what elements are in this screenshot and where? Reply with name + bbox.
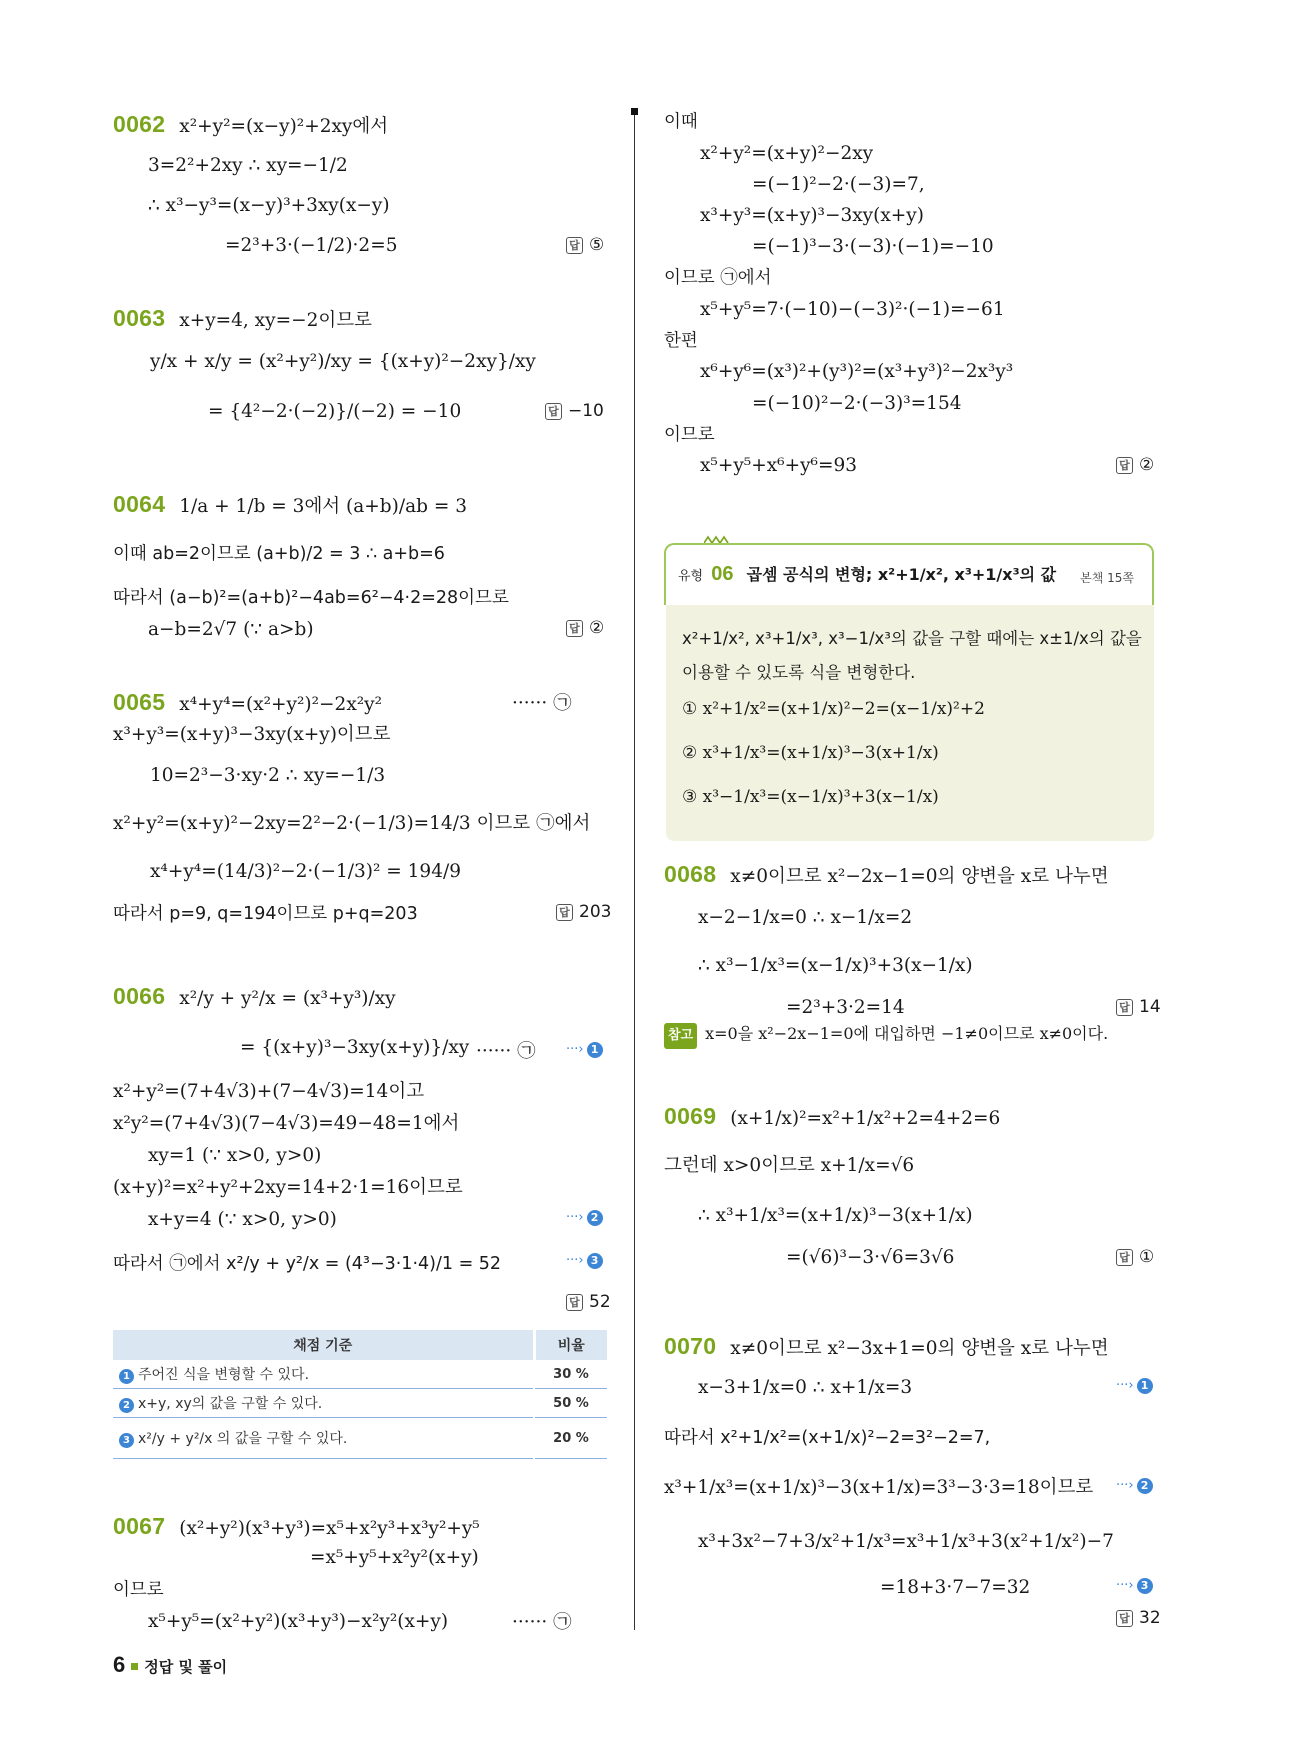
answer-icon: 답 xyxy=(566,620,583,637)
problem-0068-line4: =2³+3·2=14 xyxy=(786,997,905,1018)
problem-0069-line3: ∴ x³+1/x³=(x+1/x)³−3(x+1/x) xyxy=(698,1205,973,1226)
step-marker-2: ···› 2 xyxy=(566,1210,603,1226)
type-06-title-row xyxy=(678,562,1056,586)
problem-number: 0063 xyxy=(113,305,166,331)
answer-0064 xyxy=(566,618,604,638)
problem-0065-line3: 10=2³−3·xy·2 ∴ xy=−1/3 xyxy=(150,765,386,786)
type-number: 06 xyxy=(711,563,734,585)
step-marker-3: ···› 3 xyxy=(566,1253,603,1269)
problem-number: 0064 xyxy=(113,491,166,517)
problem-0070-line3: 따라서 x²+1/x²=(x+1/x)²−2=3²−2=7, xyxy=(664,1428,991,1448)
problem-0069-line4: =(√6)³−3·√6=3√6 xyxy=(786,1247,955,1268)
problem-0068-line2: x−2−1/x=0 ∴ x−1/x=2 xyxy=(698,907,913,928)
cont-line11: 이므로 xyxy=(664,425,715,445)
problem-0070-line2: x−3+1/x=0 ∴ x+1/x=3 xyxy=(698,1377,913,1398)
cont-line4: x³+y³=(x+y)³−3xy(x+y) xyxy=(700,205,924,226)
equation: (x²+y²)(x³+y³)=x⁵+x²y³+x³y²+y⁵ xyxy=(179,1518,480,1539)
problem-0067-line3: 이므로 xyxy=(113,1580,164,1600)
type-06-box xyxy=(664,543,1156,840)
criteria-text: x+y, xy의 값을 구할 수 있다. xyxy=(138,1396,323,1412)
equation-marker: ······ ㉠ xyxy=(476,1041,536,1062)
type-ref: 본책 15쪽 xyxy=(1080,571,1134,585)
problem-0068-line1 xyxy=(664,862,1109,889)
problem-0070-line1 xyxy=(664,1334,1109,1361)
answer-0070 xyxy=(1116,1608,1161,1628)
type-body-line1: x²+1/x², x³+1/x³, x³−1/x³의 값을 구할 때에는 x±1/x의 값을 xyxy=(682,629,1142,648)
equation: x+y=4, xy=−2이므로 xyxy=(179,310,372,331)
type-body-line2: 이용할 수 있도록 식을 변형한다. xyxy=(682,663,916,682)
type-06-header xyxy=(664,543,1154,605)
step-marker-2: ···› 2 xyxy=(1116,1478,1153,1494)
scoring-row xyxy=(113,1360,607,1389)
equation: x²+y²=(x−y)²+2xy에서 xyxy=(179,116,389,137)
cont-line5: =(−1)³−3·(−3)·(−1)=−10 xyxy=(752,236,994,257)
answer-0067 xyxy=(1116,455,1154,475)
page-number: 6 xyxy=(113,1652,126,1677)
step-marker-1: ···› 1 xyxy=(566,1042,603,1058)
answer-icon: 답 xyxy=(1116,1610,1133,1627)
problem-0062-line1 xyxy=(113,112,388,139)
problem-0062-line3: ∴ x³−y³=(x−y)³+3xy(x−y) xyxy=(148,195,390,216)
step-number: 2 xyxy=(119,1398,134,1413)
problem-0067-line1 xyxy=(113,1514,480,1541)
answer-value: 14 xyxy=(1139,997,1161,1017)
answer-0063 xyxy=(545,401,604,421)
equation-marker: ······ ㉠ xyxy=(512,693,572,714)
cont-line6: 이므로 ㉠에서 xyxy=(664,268,772,288)
answer-value: 203 xyxy=(579,902,612,922)
problem-0066-line8: 따라서 ㉠에서 x²/y + y²/x = (4³−3·1·4)/1 = 52 xyxy=(113,1254,502,1274)
cont-line1: 이때 xyxy=(664,112,698,132)
answer-value: ② xyxy=(1139,455,1155,475)
problem-number: 0070 xyxy=(664,1333,717,1359)
answer-value: 32 xyxy=(1139,1608,1161,1628)
problem-0066-line1 xyxy=(113,984,396,1011)
footer-label: 정답 및 풀이 xyxy=(144,1658,228,1676)
problem-0063-line1 xyxy=(113,306,372,333)
answer-icon: 답 xyxy=(566,237,583,254)
scoring-header-ratio: 비율 xyxy=(534,1330,607,1360)
equation-marker: ······ ㉠ xyxy=(512,1612,572,1633)
problem-0070-line4: x³+1/x³=(x+1/x)³−3(x+1/x)=3³−3·3=18이므로 xyxy=(664,1477,1094,1498)
problem-0064-line2: 이때 ab=2이므로 (a+b)/2 = 3 ∴ a+b=6 xyxy=(113,544,445,564)
step-marker-3: ···› 3 xyxy=(1116,1578,1153,1594)
equation: (x+1/x)²=x²+1/x²+2=4+2=6 xyxy=(730,1108,1001,1129)
ratio-value: 50 % xyxy=(534,1389,607,1418)
equation: x≠0이므로 x²−2x−1=0의 양변을 x로 나누면 xyxy=(730,866,1109,887)
answer-0066 xyxy=(566,1292,611,1312)
answer-icon: 답 xyxy=(1116,1249,1133,1266)
problem-0067-line2: =x⁵+y⁵+x²y²(x+y) xyxy=(310,1547,479,1568)
type-title: 곱셈 공식의 변형; x²+1/x², x³+1/x³의 값 xyxy=(746,565,1057,584)
problem-0065-line6: 따라서 p=9, q=194이므로 p+q=203 xyxy=(113,904,418,924)
answer-0062 xyxy=(566,235,604,255)
problem-0069-line2: 그런데 x>0이므로 x+1/x=√6 xyxy=(664,1155,915,1176)
answer-value: −10 xyxy=(568,401,604,421)
equation: 1/a + 1/b = 3에서 (a+b)/ab = 3 xyxy=(179,496,468,517)
problem-0070-line5: x³+3x²−7+3/x²+1/x³=x³+1/x³+3(x²+1/x²)−7 xyxy=(698,1531,1114,1552)
problem-0066-line4: x²y²=(7+4√3)(7−4√3)=49−48=1에서 xyxy=(113,1113,460,1134)
ratio-value: 20 % xyxy=(534,1418,607,1459)
problem-0064-line3: 따라서 (a−b)²=(a+b)²−4ab=6²−4·2=28이므로 xyxy=(113,588,509,608)
step-marker-1: ···› 1 xyxy=(1116,1378,1153,1394)
cont-line9: x⁶+y⁶=(x³)²+(y³)²=(x³+y³)²−2x³y³ xyxy=(700,361,1014,382)
problem-0065-line5: x⁴+y⁴=(14/3)²−2·(−1/3)² = 194/9 xyxy=(150,861,461,882)
problem-0066-line7: x+y=4 (∵ x>0, y>0) xyxy=(148,1209,337,1230)
problem-number: 0062 xyxy=(113,111,166,137)
scoring-table xyxy=(113,1330,607,1459)
answer-0065 xyxy=(556,902,611,922)
equation: x²/y + y²/x = (x³+y³)/xy xyxy=(179,988,396,1009)
answer-icon: 답 xyxy=(545,403,562,420)
cont-line2: x²+y²=(x+y)²−2xy xyxy=(700,143,874,164)
problem-0068-note xyxy=(664,1022,1108,1049)
problem-0065-line2: x³+y³=(x+y)³−3xy(x+y)이므로 xyxy=(113,724,391,745)
equation: x⁴+y⁴=(x²+y²)²−2x²y² xyxy=(179,694,383,715)
answer-0068 xyxy=(1116,997,1161,1017)
problem-0062-line2: 3=2²+2xy ∴ xy=−1/2 xyxy=(148,155,348,176)
answer-icon: 답 xyxy=(566,1294,583,1311)
criteria-text: x²/y + y²/x 의 값을 구할 수 있다. xyxy=(138,1431,348,1447)
problem-0067-line4: x⁵+y⁵=(x²+y²)(x³+y³)−x²y²(x+y) xyxy=(148,1611,449,1632)
type-06-body xyxy=(666,605,1154,841)
problem-0066-line5: xy=1 (∵ x>0, y>0) xyxy=(148,1145,322,1166)
problem-0064-line4: a−b=2√7 (∵ a>b) xyxy=(148,619,314,640)
answer-value: 52 xyxy=(589,1292,611,1312)
answer-icon: 답 xyxy=(1116,999,1133,1016)
type-formula-3: ③ x³−1/x³=(x−1/x)³+3(x−1/x) xyxy=(682,787,939,807)
scoring-header-criteria: 채점 기준 xyxy=(113,1330,534,1360)
problem-0069-line1 xyxy=(664,1104,1000,1131)
cont-line12: x⁵+y⁵+x⁶+y⁶=93 xyxy=(700,455,857,476)
problem-0068-line3: ∴ x³−1/x³=(x−1/x)³+3(x−1/x) xyxy=(698,955,973,976)
answer-value: ① xyxy=(1139,1247,1155,1267)
scoring-header xyxy=(113,1330,607,1360)
problem-0070-line6: =18+3·7−7=32 xyxy=(880,1577,1031,1598)
problem-0066-line6: (x+y)²=x²+y²+2xy=14+2·1=16이므로 xyxy=(113,1177,463,1198)
note-text: x=0을 x²−2x−1=0에 대입하면 −1≠0이므로 x≠0이다. xyxy=(705,1024,1109,1043)
page-footer xyxy=(113,1652,227,1678)
column-divider xyxy=(634,110,635,1630)
type-formula-1: ① x²+1/x²=(x+1/x)²−2=(x−1/x)²+2 xyxy=(682,699,985,719)
answer-icon: 답 xyxy=(1116,457,1133,474)
answer-value: ⑤ xyxy=(589,235,605,255)
square-bullet-icon xyxy=(131,1663,138,1670)
problem-0063-line3: = {4²−2·(−2)}/(−2) = −10 xyxy=(208,401,462,422)
cont-line3: =(−1)²−2·(−3)=7, xyxy=(752,174,925,195)
problem-0066-line3: x²+y²=(7+4√3)+(7−4√3)=14이고 xyxy=(113,1081,425,1102)
problem-0065-line4: x²+y²=(x+y)²−2xy=2²−2·(−1/3)=14/3 이므로 ㉠에서 xyxy=(113,813,591,834)
step-number: 3 xyxy=(119,1433,134,1448)
equation: x≠0이므로 x²−3x+1=0의 양변을 x로 나누면 xyxy=(730,1338,1109,1359)
scoring-row xyxy=(113,1418,607,1459)
scoring-row xyxy=(113,1389,607,1418)
cont-line10: =(−10)²−2·(−3)³=154 xyxy=(752,393,962,414)
problem-number: 0068 xyxy=(664,861,717,887)
criteria-text: 주어진 식을 변형할 수 있다. xyxy=(138,1367,310,1383)
answer-value: ② xyxy=(589,618,605,638)
divider-marker xyxy=(631,108,638,115)
problem-0062-line4: =2³+3·(−1/2)·2=5 xyxy=(225,235,398,256)
problem-number: 0067 xyxy=(113,1513,166,1539)
note-tag: 참고 xyxy=(664,1023,697,1049)
cont-line7: x⁵+y⁵=7·(−10)−(−3)²·(−1)=−61 xyxy=(700,299,1005,320)
problem-0064-line1 xyxy=(113,492,467,519)
problem-0063-line2: y/x + x/y = (x²+y²)/xy = {(x+y)²−2xy}/xy xyxy=(150,351,536,372)
answer-0069 xyxy=(1116,1247,1154,1267)
ratio-value: 30 % xyxy=(534,1360,607,1389)
problem-number: 0069 xyxy=(664,1103,717,1129)
answer-icon: 답 xyxy=(556,904,573,921)
problem-0066-line2: = {(x+y)³−3xy(x+y)}/xy xyxy=(240,1037,470,1058)
problem-number: 0065 xyxy=(113,689,166,715)
type-formula-2: ② x³+1/x³=(x+1/x)³−3(x+1/x) xyxy=(682,743,939,763)
problem-number: 0066 xyxy=(113,983,166,1009)
cont-line8: 한편 xyxy=(664,331,698,351)
problem-0065-line1 xyxy=(113,690,382,717)
type-label: 유형 xyxy=(678,569,704,584)
step-number: 1 xyxy=(119,1369,134,1384)
